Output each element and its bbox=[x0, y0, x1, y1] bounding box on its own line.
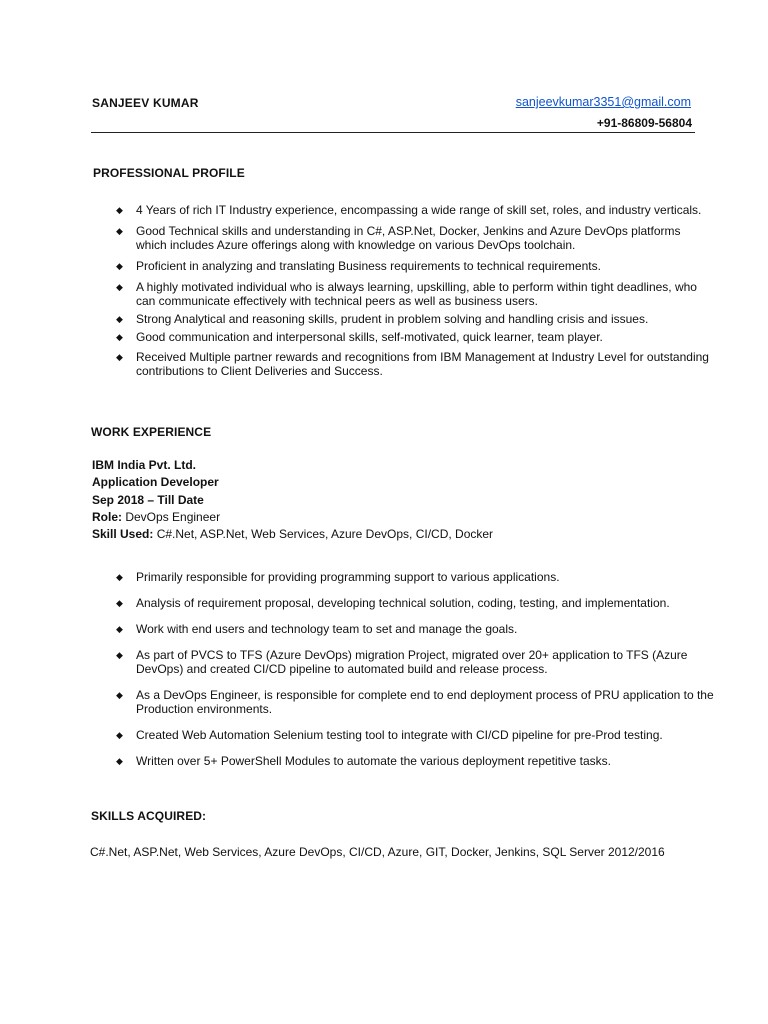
list-item bbox=[116, 622, 720, 636]
bullet-text: Good Technical skills and understanding in C#, ASP.Net, Docker, Jenkins and Azure DevOps platforms which includes Azure offerings along with knowledge on various DevOps toolchain. bbox=[136, 224, 681, 252]
list-item bbox=[116, 754, 720, 768]
diamond-bullet-icon: ◆ bbox=[116, 282, 123, 292]
bullet-text: Primarily responsible for providing programming support to various applications. bbox=[136, 570, 560, 584]
list-item bbox=[116, 224, 712, 252]
diamond-bullet-icon: ◆ bbox=[116, 624, 123, 634]
bullet-text: A highly motivated individual who is always learning, upskilling, able to perform within tight deadlines, who can communicate effectively with technical peers as well as business users. bbox=[136, 280, 697, 308]
bullet-text: Received Multiple partner rewards and recognitions from IBM Management at Industry Level for outstanding contributions to Client Deliveries and Success. bbox=[136, 350, 709, 378]
job-details bbox=[92, 457, 493, 543]
bullet-text: As part of PVCS to TFS (Azure DevOps) migration Project, migrated over 20+ application to TFS (Azure DevOps) and created CI/CD pipeline to automated build and release process. bbox=[136, 648, 688, 676]
diamond-bullet-icon: ◆ bbox=[116, 690, 123, 700]
bullet-text: Written over 5+ PowerShell Modules to automate the various deployment repetitive tasks. bbox=[136, 754, 612, 768]
skills-used-value: C#.Net, ASP.Net, Web Services, Azure DevOps, CI/CD, Docker bbox=[156, 527, 494, 542]
bullet-text: Work with end users and technology team to set and manage the goals. bbox=[136, 622, 518, 636]
diamond-bullet-icon: ◆ bbox=[116, 261, 123, 271]
diamond-bullet-icon: ◆ bbox=[116, 598, 123, 608]
diamond-bullet-icon: ◆ bbox=[116, 332, 123, 342]
diamond-bullet-icon: ◆ bbox=[116, 352, 123, 362]
list-item bbox=[116, 570, 720, 584]
list-item bbox=[116, 280, 712, 308]
bullet-text: As a DevOps Engineer, is responsible for complete end to end deployment process of PRU application to the Production environments. bbox=[136, 688, 714, 716]
diamond-bullet-icon: ◆ bbox=[116, 205, 123, 215]
experience-heading: WORK EXPERIENCE bbox=[91, 425, 212, 439]
job-dates: Sep 2018 – Till Date bbox=[92, 492, 204, 507]
list-item bbox=[116, 259, 712, 273]
email-link[interactable]: sanjeevkumar3351@gmail.com bbox=[515, 95, 691, 109]
diamond-bullet-icon: ◆ bbox=[116, 572, 123, 582]
list-item bbox=[116, 203, 712, 217]
role-value: DevOps Engineer bbox=[125, 509, 221, 524]
job-skills bbox=[92, 526, 493, 543]
diamond-bullet-icon: ◆ bbox=[116, 650, 123, 660]
job-title: Application Developer bbox=[92, 475, 219, 490]
list-item bbox=[116, 350, 712, 378]
company-name: IBM India Pvt. Ltd. bbox=[92, 458, 196, 472]
bullet-text: Proficient in analyzing and translating Business requirements to technical requirements. bbox=[136, 259, 601, 273]
list-item bbox=[116, 330, 712, 344]
bullet-text: Analysis of requirement proposal, developing technical solution, coding, testing, and implementation. bbox=[136, 596, 670, 610]
list-item bbox=[116, 596, 720, 610]
bullet-text: Strong Analytical and reasoning skills, prudent in problem solving and handling crisis and issues. bbox=[136, 312, 649, 326]
diamond-bullet-icon: ◆ bbox=[116, 756, 123, 766]
job-role bbox=[92, 509, 493, 526]
role-label: Role: bbox=[92, 509, 126, 524]
list-item bbox=[116, 648, 720, 676]
profile-heading: PROFESSIONAL PROFILE bbox=[93, 166, 245, 180]
skills-heading: SKILLS ACQUIRED: bbox=[91, 809, 207, 823]
skills-used-label: Skill Used: bbox=[92, 527, 157, 542]
bullet-text: Good communication and interpersonal skills, self-motivated, quick learner, team player. bbox=[136, 330, 603, 344]
bullet-text: Created Web Automation Selenium testing tool to integrate with CI/CD pipeline for pre-Prod testing. bbox=[136, 728, 663, 742]
list-item bbox=[116, 312, 712, 326]
candidate-name: SANJEEV KUMAR bbox=[92, 96, 199, 110]
profile-bullet-list bbox=[116, 203, 712, 378]
diamond-bullet-icon: ◆ bbox=[116, 226, 123, 236]
list-item bbox=[116, 728, 720, 742]
list-item bbox=[116, 688, 720, 716]
header-divider bbox=[91, 132, 695, 133]
diamond-bullet-icon: ◆ bbox=[116, 314, 123, 324]
skills-list: C#.Net, ASP.Net, Web Services, Azure DevOps, CI/CD, Azure, GIT, Docker, Jenkins, SQL Server 2012/2016 bbox=[90, 845, 665, 859]
phone-number: +91-86809-56804 bbox=[596, 116, 692, 130]
bullet-text: 4 Years of rich IT Industry experience, encompassing a wide range of skill set, roles, and industry verticals. bbox=[136, 203, 702, 217]
diamond-bullet-icon: ◆ bbox=[116, 730, 123, 740]
experience-bullet-list bbox=[116, 570, 720, 768]
